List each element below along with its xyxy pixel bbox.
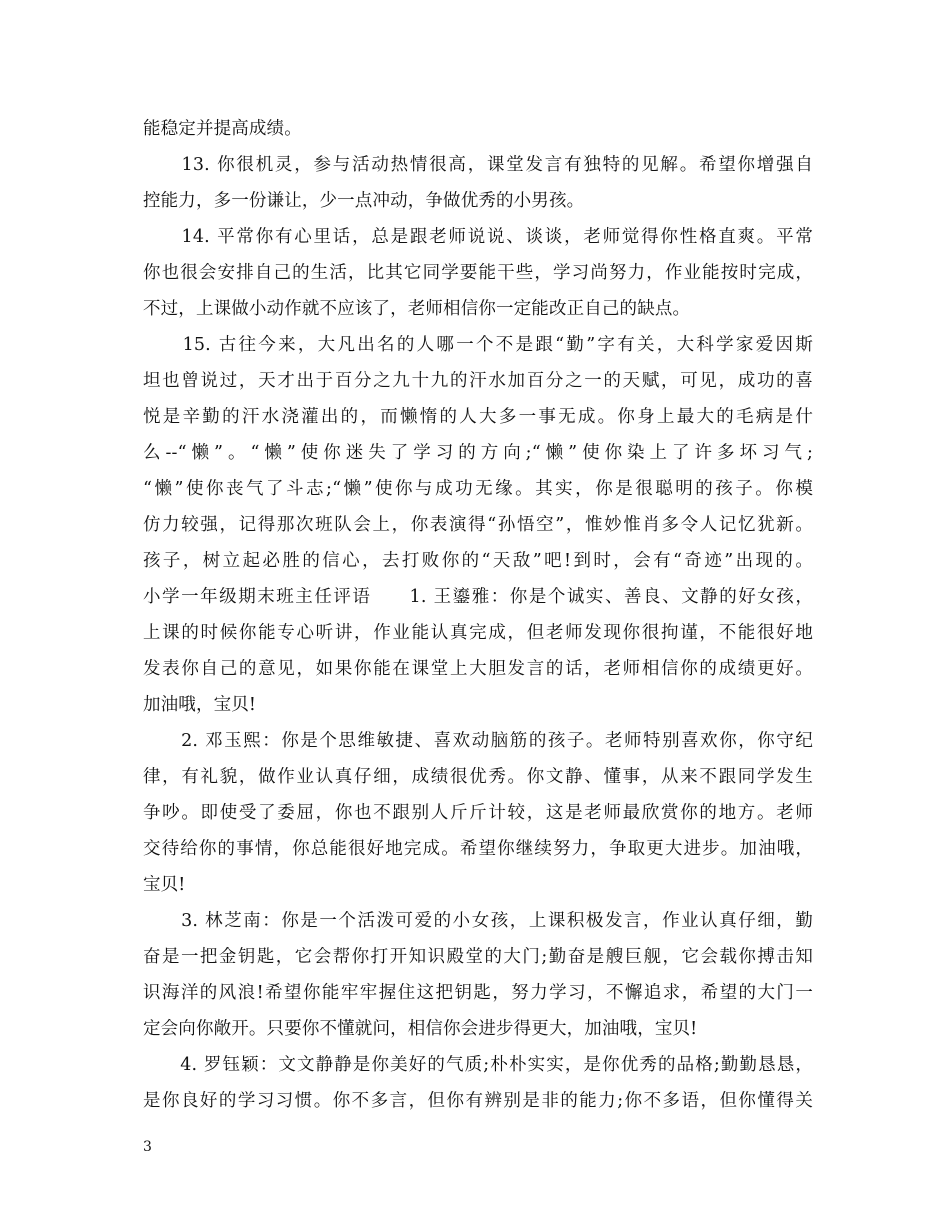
text-line: 孩子，树立起必胜的信心，去打败你的“天敌”吧!到时，会有“奇迹”出现的。 <box>143 551 813 571</box>
text-line: 么--“懒”。“懒”使你迷失了学习的方向;“懒”使你染上了许多坏习气; <box>143 443 813 463</box>
text-line: 14. 平常你有心里话，总是跟老师说说、谈谈，老师觉得你性格直爽。平常 <box>143 227 813 247</box>
text-line: 争吵。即使受了委屈，你也不跟别人斤斤计较，这是老师最欣赏你的地方。老师 <box>143 803 813 823</box>
text-line: 识海洋的风浪!希望你能牢牢握住这把钥匙，努力学习，不懈追求，希望的大门一 <box>143 983 813 1003</box>
text-line: 13. 你很机灵，参与活动热情很高，课堂发言有独特的见解。希望你增强自 <box>143 155 813 175</box>
text-line: “懒”使你丧气了斗志;“懒”使你与成功无缘。其实，你是很聪明的孩子。你模 <box>143 479 813 499</box>
text-line: 坦也曾说过，天才出于百分之九十九的汗水加百分之一的天赋，可见，成功的喜 <box>143 371 813 391</box>
text-line: 4. 罗钰颖：文文静静是你美好的气质;朴朴实实，是你优秀的品格;勤勤恳恳， <box>143 1055 813 1075</box>
text-line: 能稳定并提高成绩。 <box>143 119 302 139</box>
text-line: 定会向你敞开。只要你不懂就问，相信你会进步得更大，加油哦，宝贝! <box>143 1019 698 1039</box>
text-line: 3. 林芝南：你是一个活泼可爱的小女孩，上课积极发言，作业认真仔细，勤 <box>143 911 813 931</box>
text-line: 奋是一把金钥匙，它会帮你打开知识殿堂的大门;勤奋是艘巨舰，它会载你搏击知 <box>143 947 813 967</box>
text-line: 是你良好的学习习惯。你不多言，但你有辨别是非的能力;你不多语，但你懂得关 <box>143 1091 813 1111</box>
text-line: 悦是辛勤的汗水浇灌出的，而懒惰的人大多一事无成。你身上最大的毛病是什 <box>143 407 813 427</box>
text-line: 15. 古往今来，大凡出名的人哪一个不是跟“勤”字有关，大科学家爱因斯 <box>143 335 813 355</box>
text-line: 2. 邓玉熙：你是个思维敏捷、喜欢动脑筋的孩子。老师特别喜欢你，你守纪 <box>143 731 813 751</box>
text-line: 控能力，多一份谦让，少一点冲动，争做优秀的小男孩。 <box>143 191 585 211</box>
text-line: 发表你自己的意见，如果你能在课堂上大胆发言的话，老师相信你的成绩更好。 <box>143 659 813 679</box>
text-line: 交待给你的事情，你总能很好地完成。希望你继续努力，争取更大进步。加油哦， <box>143 839 813 859</box>
text-line: 宝贝! <box>143 875 186 895</box>
text-line: 律，有礼貌，做作业认真仔细，成绩很优秀。你文静、懂事，从来不跟同学发生 <box>143 767 813 787</box>
page-number: 3 <box>143 1139 152 1155</box>
text-line: 你也很会安排自己的生活，比其它同学要能干些，学习尚努力，作业能按时完成， <box>143 263 813 283</box>
text-line: 上课的时候你能专心听讲，作业能认真完成，但老师发现你很拘谨，不能很好地 <box>143 623 813 643</box>
text-line: 加油哦，宝贝! <box>143 695 257 715</box>
text-line: 仿力较强，记得那次班队会上，你表演得“孙悟空”，惟妙惟肖多令人记忆犹新。 <box>143 515 813 535</box>
text-line: 小学一年级期末班主任评语 1. 王鎏雅：你是个诚实、善良、文静的好女孩， <box>143 587 813 607</box>
text-line: 不过，上课做小动作就不应该了，老师相信你一定能改正自己的缺点。 <box>143 299 691 319</box>
